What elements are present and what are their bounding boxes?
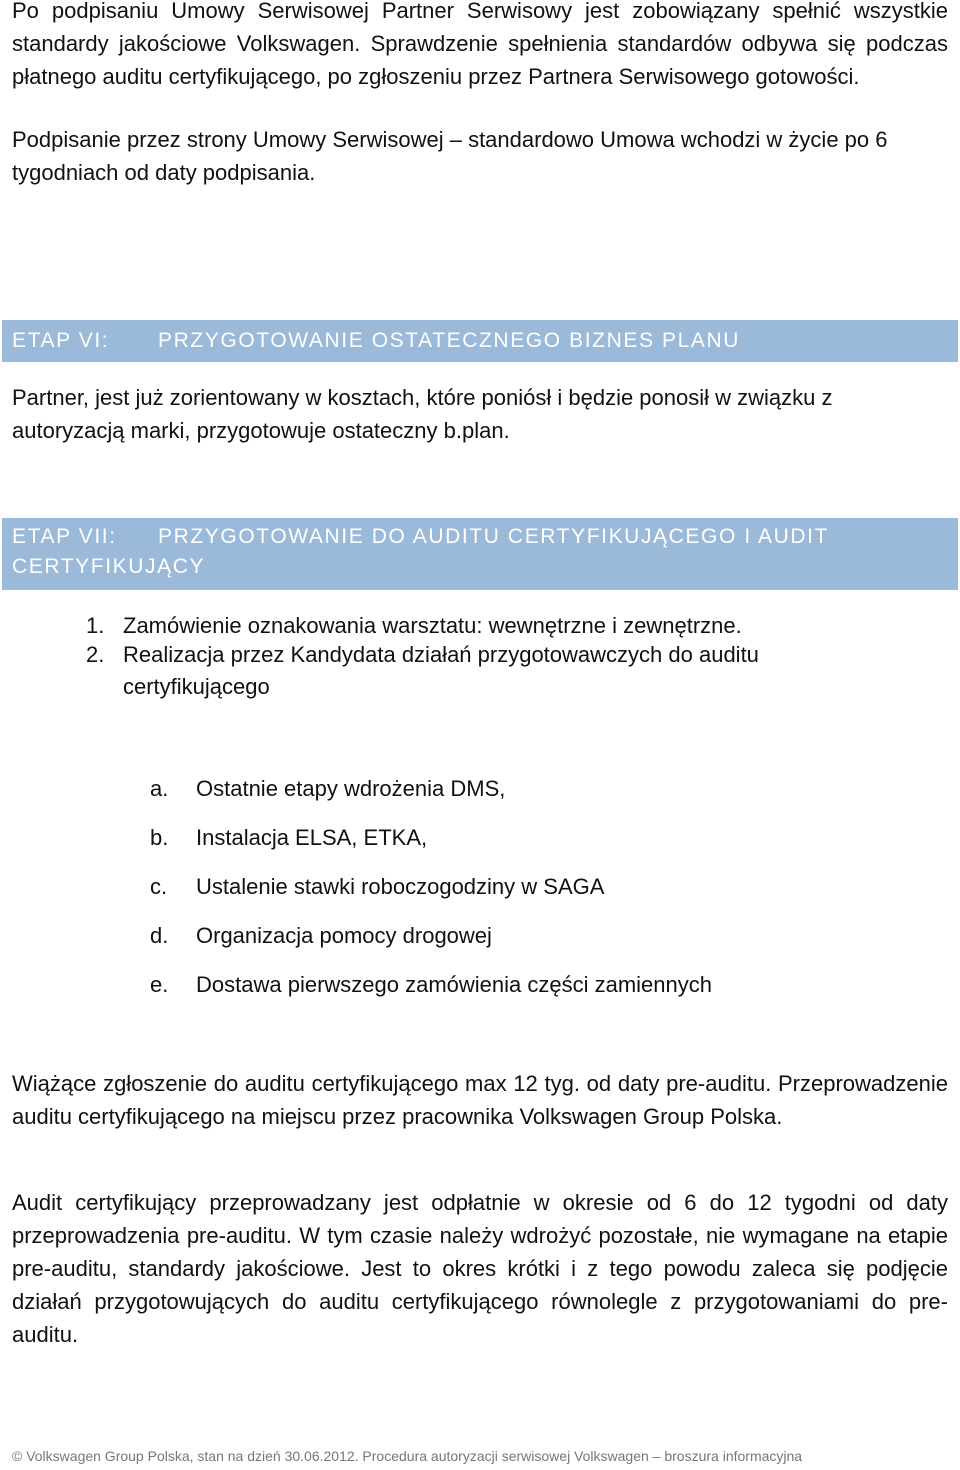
list-item-number: 2. <box>86 642 105 667</box>
etap-6-body: Partner, jest już zorientowany w kosztach, które poniósł i będzie ponosił w związku z autoryzacją marki, przygotowuje ostateczny b.plan. <box>12 385 833 443</box>
etap-7-paragraph-1: Wiążące zgłoszenie do auditu certyfikującego max 12 tyg. od daty pre-auditu. Przeprowadzenie auditu certyfikującego na miejscu przez pracownika Volkswagen Group Polska. <box>12 1071 948 1129</box>
list-item-letter: a. <box>150 776 169 801</box>
list-item-number: 1. <box>86 613 105 638</box>
list-item <box>86 639 846 703</box>
etap-7-paragraph-2: Audit certyfikujący przeprowadzany jest odpłatnie w okresie od 6 do 12 tygodni od daty przeprowadzenia pre-auditu. W tym czasie należy wdrożyć pozostałe, nie wymagane na etapie pre-auditu, standardy jakościowe. Jest to okres krótki i z tego powodu zaleca się podjęcie działań przygotowujących do auditu certyfikującego równolegle z przygotowaniami do pre-auditu. <box>12 1190 948 1347</box>
list-item-letter: b. <box>150 825 169 850</box>
list-item-letter: d. <box>150 923 169 948</box>
list-item <box>150 822 850 854</box>
page-footer: © Volkswagen Group Polska, stan na dzień 30.06.2012. Procedura autoryzacji serwisowej Volkswagen – broszura informacyjna <box>12 1448 803 1464</box>
list-item-text: Realizacja przez Kandydata działań przygotowawczych do auditu certyfikującego <box>123 642 759 699</box>
list-item-letter: e. <box>150 972 169 997</box>
list-item <box>86 610 886 642</box>
section-header-etap-7 <box>2 518 958 590</box>
list-item-text: Zamówienie oznakowania warsztatu: wewnętrzne i zewnętrzne. <box>123 613 742 638</box>
list-item-text: Instalacja ELSA, ETKA, <box>196 825 428 850</box>
intro-paragraph-2: Podpisanie przez strony Umowy Serwisowej – standardowo Umowa wchodzi w życie po 6 tygodniach od daty podpisania. <box>12 127 888 185</box>
list-item-text: Ostatnie etapy wdrożenia DMS, <box>196 776 506 801</box>
list-item <box>150 920 850 952</box>
list-item-text: Dostawa pierwszego zamówienia części zamiennych <box>196 972 713 997</box>
intro-paragraph-1: Po podpisaniu Umowy Serwisowej Partner Serwisowy jest zobowiązany spełnić wszystkie standardy jakościowe Volkswagen. Sprawdzenie spełnienia standardów odbywa się podczas płatnego auditu certyfikującego, po zgłoszeniu przez Partnera Serwisowego gotowości. <box>12 0 948 89</box>
list-item <box>150 871 850 903</box>
list-item-letter: c. <box>150 874 168 899</box>
section-label: ETAP VI: <box>12 329 110 352</box>
section-header-etap-6 <box>2 320 958 362</box>
section-label: ETAP VII: <box>12 525 117 548</box>
section-title: PRZYGOTOWANIE DO AUDITU CERTYFIKUJĄCEGO I AUDIT CERTYFIKUJĄCY <box>12 525 829 578</box>
list-item-text: Organizacja pomocy drogowej <box>196 923 492 948</box>
list-item <box>150 969 850 1001</box>
list-item <box>150 773 850 805</box>
list-item-text: Ustalenie stawki roboczogodziny w SAGA <box>196 874 605 899</box>
section-title: PRZYGOTOWANIE OSTATECZNEGO BIZNES PLANU <box>158 329 741 352</box>
